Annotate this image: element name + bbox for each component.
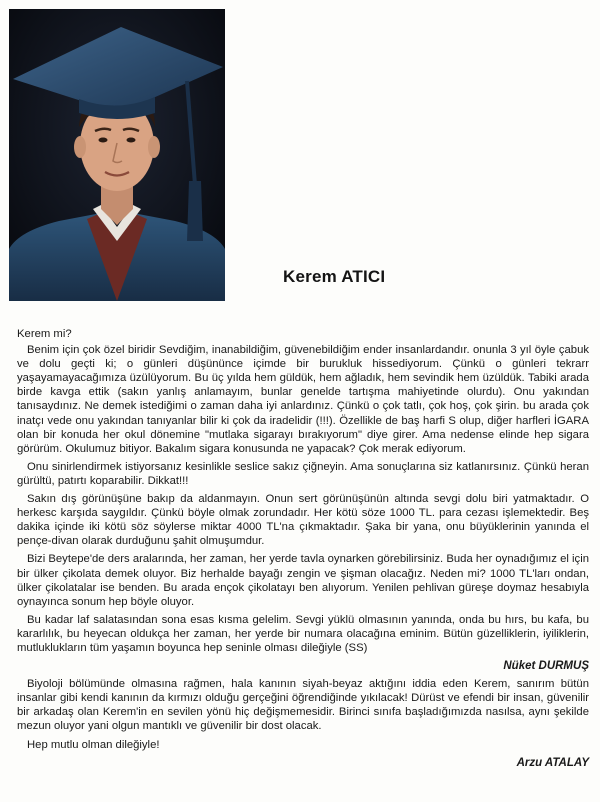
paragraph: Kerem mi? xyxy=(17,328,72,340)
author-signature: Nüket DURMUŞ xyxy=(503,660,589,673)
paragraph: Benim için çok özel biridir Sevdiğim, inanabildiğim, güvenebildiğim ender insanlardandır. onunla 3 yıl öyle çabuk ve dolu geçti ki; o günleri düşününce içimde bir burukluk hissediyorum. Çünkü o günleri tekrarr yaşayamayacağımıza üzülüyorum. Bu üç yılda hem güldük, hem ağladık, hem sevindik hem üzüldük. Tabiki arada birde kavga ettik (sakın yanlış anlamayım, bunlar genelde tartışma mahiyetinde olurdu). Onu yakından tanısaydınız. Ne demek istediğimi o zaman daha iyi anlardınız. Çünkü o çok tatlı, çok hoş, çok şirin. bu arada çok inatçı vede onu yakından tanıyanlar bilir ki çok da iradelidir (!!!). Özellikle de baş harfi S olup, diğer harfleri İGARA olan bir konuda her okul dönemine "mutlaka sigarayı bırakıyorum" diye girer. Ama nedense elinde hep sigara görürüm. Okulumuz bitiyor. Bakalım sigara konusunda ne yapacak? Çok merak ediyorum. xyxy=(17,344,589,455)
letter-content xyxy=(17,327,589,774)
paragraph: Sakın dış görünüşüne bakıp da aldanmayın. Onun sert görünüşünün altında sevgi dolu biri yatmaktadır. O herkesc karşıda saygıldır. Çünkü böyle olmak zorundadır. Her kötü söze 1000 TL. para cezası işlemektedir. Beş dakika içinde iki kötü söz söylerse miktar 4000 TL'na çıkmaktadır. Şaka bir yana, onu büyüklerinin yanında el pençe-divan olarak durduğunu şahit olmuşumdur. xyxy=(17,493,589,548)
profile-name: Kerem ATICI xyxy=(283,267,386,286)
graduate-portrait-icon xyxy=(9,9,225,301)
author-signature: Arzu ATALAY xyxy=(516,756,589,769)
paragraph: Biyoloji bölümünde olmasına rağmen, hala kanının siyah-beyaz aktığını iddia eden Kerem, sanırım bütün insanlar gibi kendi kanının da kırmızı olduğu gerçeğini öğrendiğinde yıkılacak! Dürüst ve efendi bir insan, güvenilir bir arkadaş olan Kerem'in en sevilen yönü hiç değişmemesidir. Birinci sınıfa başladığımızda nasılsa, aynı şekilde mezun oluyor yani olgun mantıklı ve güvenilir bir dost olacak. xyxy=(17,678,589,733)
paragraph: Bu kadar laf salatasından sona esas kısma gelelim. Sevgi yüklü olmasının yanında, onda bu hırs, bu kafa, bu kararlılık, bu heyecan oldukça her zaman, her yerde bir numara olacağına eminim. Bütün güzelliklerin, iyiliklerin, mutluklukların tüm yaşamın boyunca hep seninle olması dileğiyle (SS) xyxy=(17,613,589,654)
letter-2 xyxy=(17,677,589,770)
paragraph: Onu sinirlendirmek istiyorsanız kesinlikle seslice sakız çiğneyin. Ama sonuçlarına siz katlanırsınız. Çünkü heran gürültü, patırtı koparabilir. Dikkat!!! xyxy=(17,460,589,487)
graduate-photo xyxy=(9,9,225,301)
closing-line: Hep mutlu olman dileğiyle! xyxy=(27,738,160,751)
paragraph: Bizi Beytepe'de ders aralarında, her zaman, her yerde tavla oynarken görebilirsiniz. Buda her oynadığımız el için bir ülker çikolata demek oluyor. Biz herhalde bayağı zengin ve şişman olacağız. Neden mi? 1000 TL'ları ondan, ülker çikolatalar ise benden. Bu arada ençok çikolatayı ben alıyorum. Yenilen pehlivan güreşe doymaz hesabıyla oynayınca sonum hep böyle oluyor. xyxy=(17,553,589,608)
letter-1 xyxy=(17,327,589,673)
